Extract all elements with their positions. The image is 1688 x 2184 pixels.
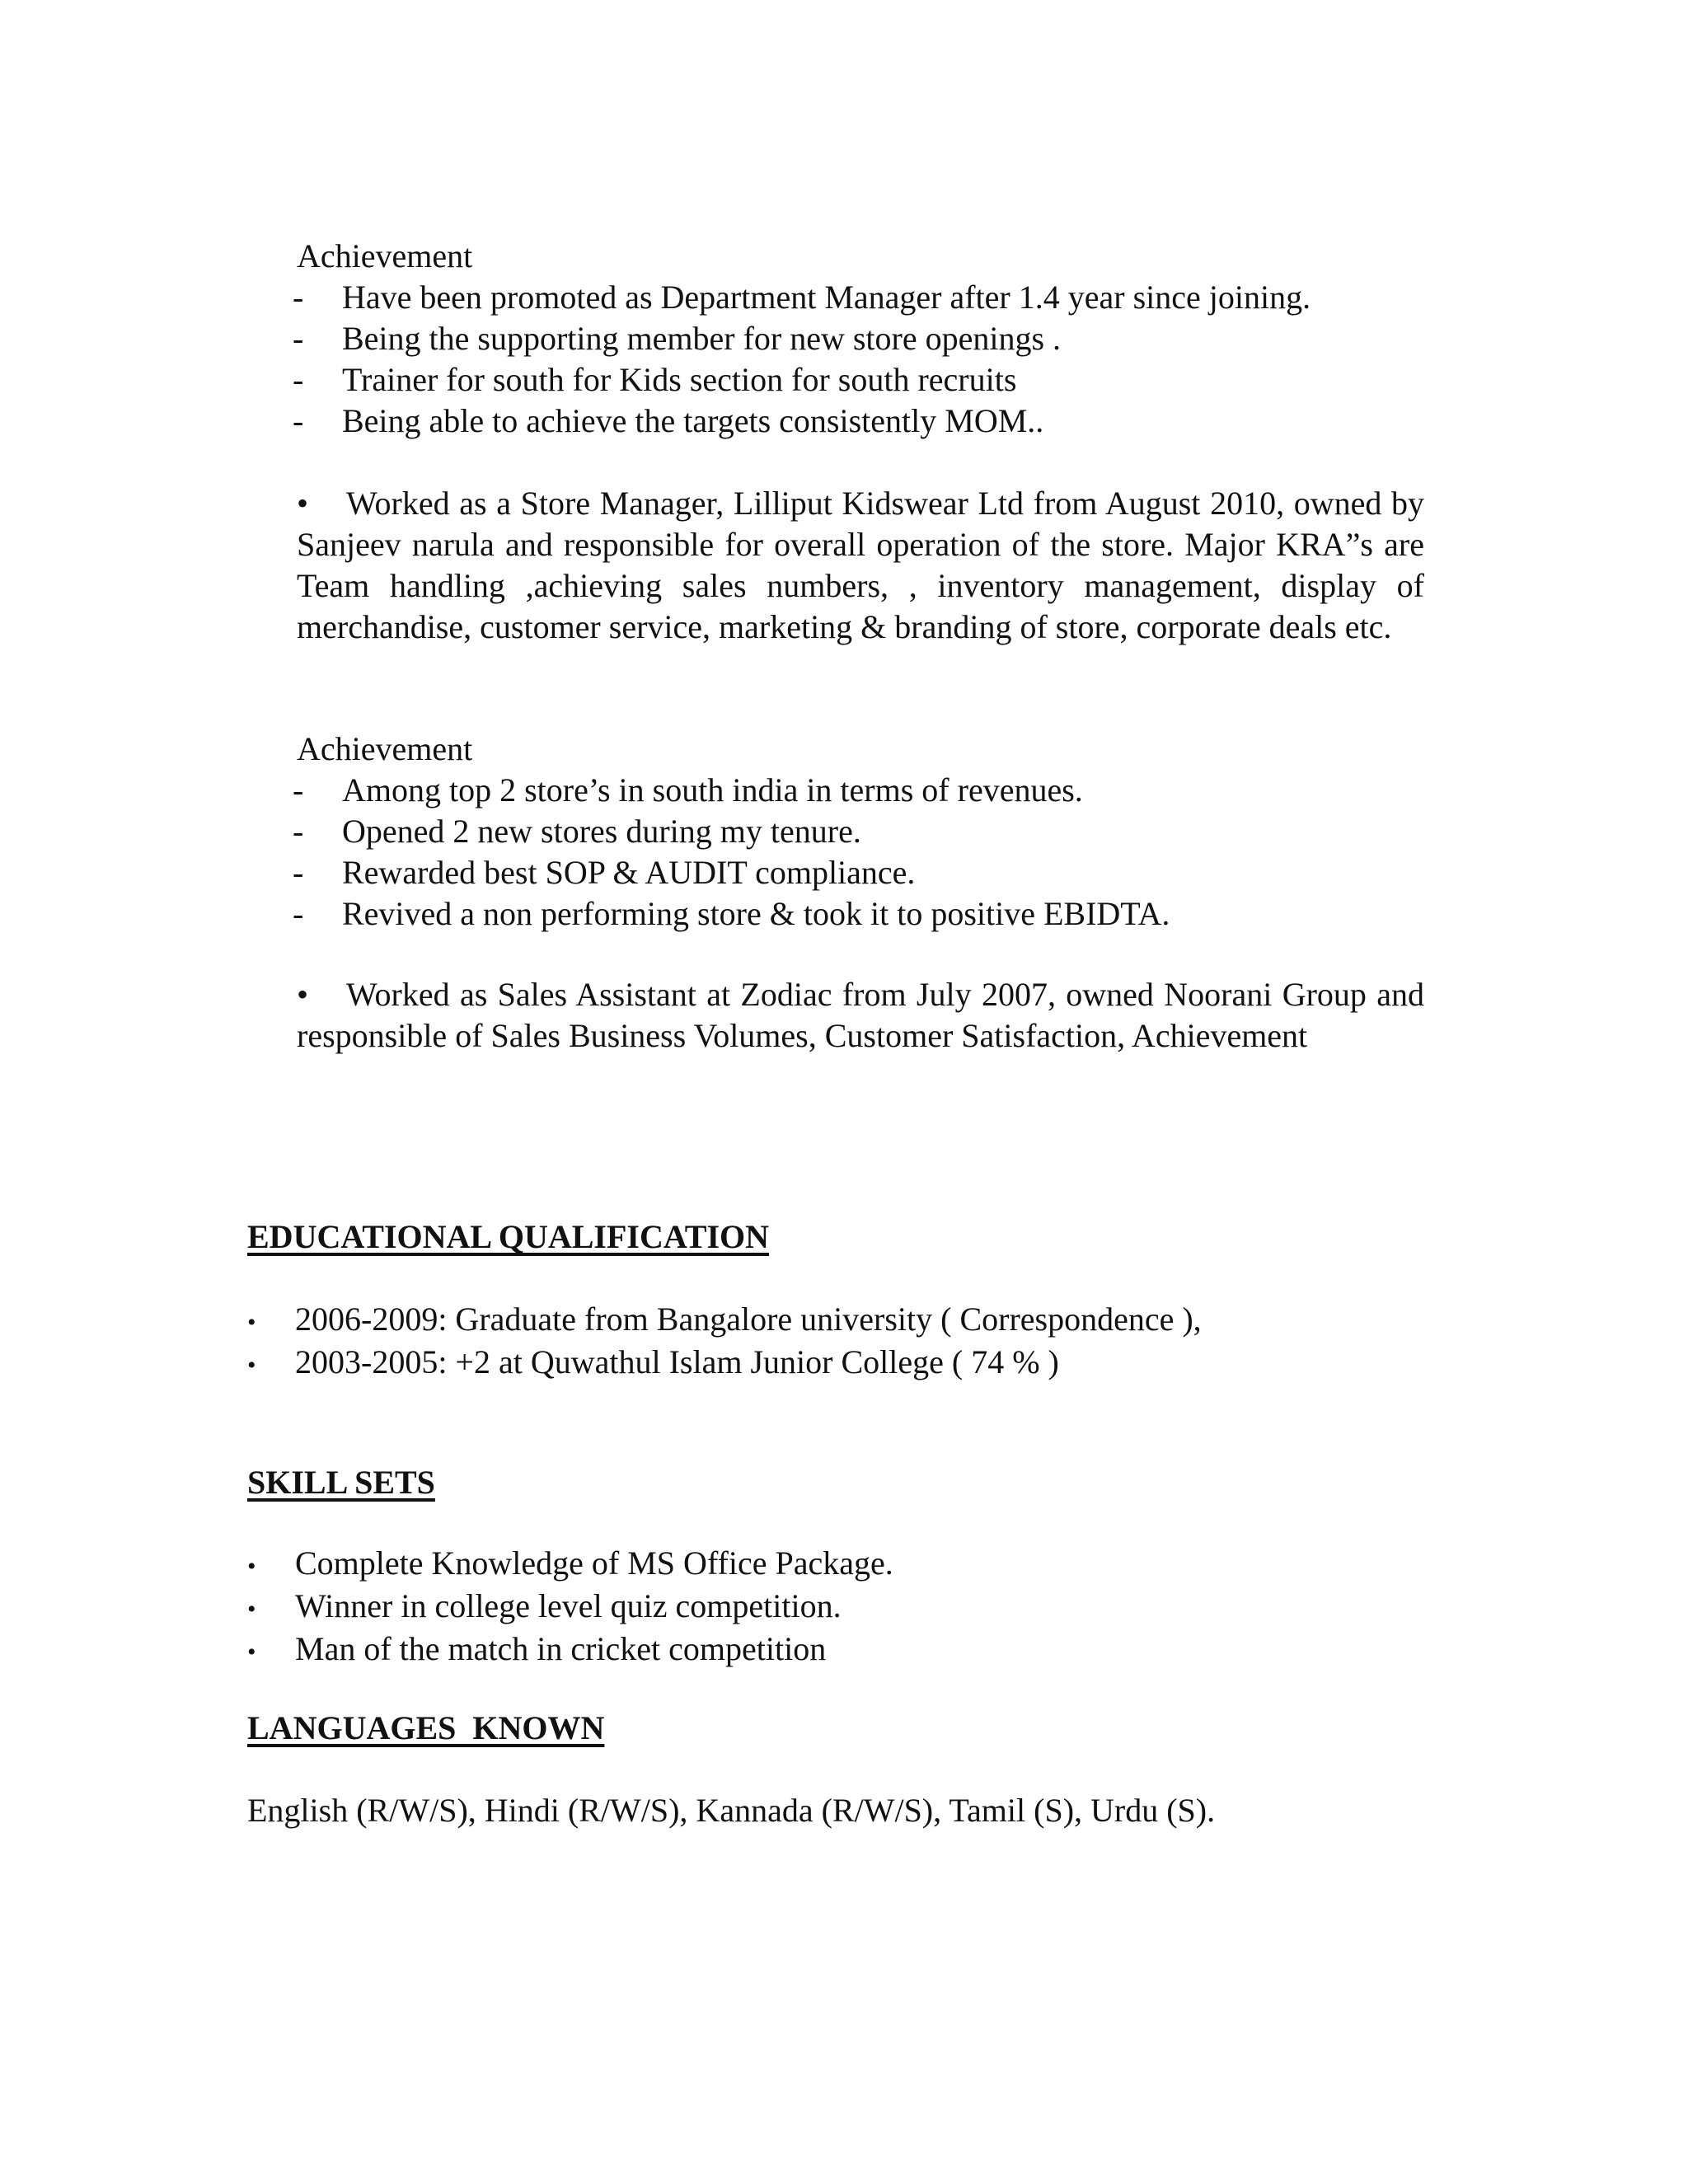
achievement-item (293, 852, 915, 893)
achievement-item (293, 811, 861, 852)
achievement-heading: Achievement (297, 730, 473, 767)
skill-item (247, 1543, 893, 1587)
bullet-marker: • (247, 1309, 256, 1336)
skill-item-text: Man of the match in cricket competition (295, 1630, 827, 1667)
dash-marker: - (293, 813, 304, 850)
languages-text: English (R/W/S), Hindi (R/W/S), Kannada (R/W/S), Tamil (S), Urdu (S). (247, 1792, 1216, 1829)
dash-marker: - (293, 895, 304, 932)
achievement-item (293, 893, 1170, 935)
achievement-item-text: Have been promoted as Department Manager after 1.4 year since joining. (342, 279, 1311, 316)
skill-item-text: Complete Knowledge of MS Office Package. (295, 1544, 893, 1582)
skill-item-text: Winner in college level quiz competition. (295, 1587, 842, 1624)
achievement-item (293, 359, 1016, 401)
achievement-item-text: Being able to achieve the targets consistently MOM.. (342, 402, 1044, 439)
achievement-item (293, 770, 1083, 811)
skill-item (247, 1586, 842, 1630)
store-manager-text: Worked as a Store Manager, Lilliput Kidswear Ltd from August 2010, owned by Sanjeev narula and responsible for overall operation of the store. Major KRA”s are Team handling ,achieving sales numbers, , inventory management, display of merchandise, customer service, marketing & branding of store, corporate deals etc. (297, 485, 1424, 645)
store-manager-paragraph (297, 483, 1424, 648)
bullet-marker: • (247, 1596, 256, 1623)
achievement-item (293, 318, 1061, 359)
achievement-item-text: Opened 2 new stores during my tenure. (342, 813, 861, 850)
bullet-marker: • (297, 485, 309, 522)
dash-marker: - (293, 771, 304, 808)
skills-heading: SKILL SETS (247, 1464, 435, 1501)
bullet-marker: • (297, 976, 309, 1013)
sales-assistant-paragraph (297, 974, 1424, 1057)
bullet-marker: • (247, 1553, 256, 1580)
skill-item (247, 1629, 826, 1673)
achievement-item-text: Revived a non performing store & took it to positive EBIDTA. (342, 895, 1170, 932)
dash-marker: - (293, 279, 304, 316)
education-item-text: 2006-2009: Graduate from Bangalore university ( Correspondence ), (295, 1301, 1202, 1338)
bullet-marker: • (247, 1638, 256, 1666)
dash-marker: - (293, 854, 304, 891)
languages-heading: LANGUAGES KNOWN (247, 1709, 605, 1746)
dash-marker: - (293, 402, 304, 439)
achievement-item-text: Among top 2 store’s in south india in terms of revenues. (342, 771, 1083, 808)
dash-marker: - (293, 361, 304, 398)
education-heading: EDUCATIONAL QUALIFICATION (247, 1218, 770, 1255)
achievement-heading: Achievement (297, 237, 473, 274)
achievement-item-text: Rewarded best SOP & AUDIT compliance. (342, 854, 916, 891)
achievement-item (293, 401, 1043, 442)
bullet-marker: • (247, 1352, 256, 1379)
sales-assistant-text: Worked as Sales Assistant at Zodiac from July 2007, owned Noorani Group and responsible of Sales Business Volumes, Customer Satisfaction, Achievement (297, 976, 1424, 1054)
education-item-text: 2003-2005: +2 at Quwathul Islam Junior College ( 74 % ) (295, 1343, 1059, 1380)
achievement-item-text: Being the supporting member for new store openings . (342, 320, 1062, 357)
education-item (247, 1299, 1202, 1343)
achievement-item (293, 277, 1311, 318)
dash-marker: - (293, 320, 304, 357)
education-item (247, 1342, 1059, 1386)
achievement-item-text: Trainer for south for Kids section for south recruits (342, 361, 1017, 398)
